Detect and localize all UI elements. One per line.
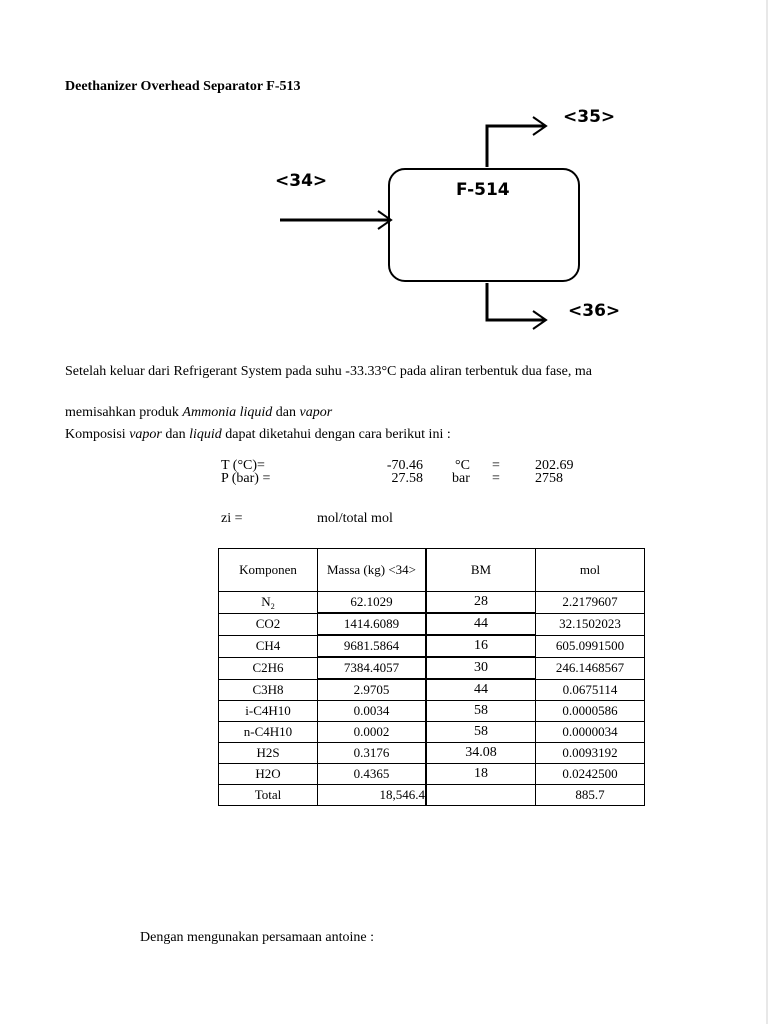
cell-massa: 9681.5864 (318, 635, 427, 657)
cell-massa: 0.0002 (318, 722, 427, 743)
cell-massa: 0.3176 (318, 743, 427, 764)
cell-komponen (219, 701, 318, 722)
komponen-text: i-C4H10 (245, 703, 291, 718)
cell-mol: 0.0000034 (536, 722, 645, 743)
top-outlet-arrow (487, 117, 546, 167)
cell-komponen (219, 722, 318, 743)
paragraph-line-2 (65, 405, 332, 421)
emphasis-text: vapor (299, 405, 333, 420)
inlet-stream-arrow (280, 211, 391, 229)
cell-komponen (219, 657, 318, 679)
cell-massa: 0.4365 (318, 764, 427, 785)
separator-diagram (0, 0, 768, 340)
cell-massa: 2.9705 (318, 679, 427, 701)
cell-massa: 1414.6089 (318, 613, 427, 635)
temperature-label: T (°C)= (221, 458, 265, 473)
cell-bm: 44 (426, 613, 536, 635)
cell-bm: 58 (426, 722, 536, 743)
table-row (219, 635, 645, 657)
header-komponen: Komponen (219, 549, 318, 592)
cell-total-label: Total (219, 785, 318, 806)
cell-komponen (219, 635, 318, 657)
paragraph-line-1: Setelah keluar dari Refrigerant System pada suhu -33.33°C pada aliran terbentuk dua fase, ma (65, 364, 592, 379)
cell-mol: 0.0675114 (536, 679, 645, 701)
stream-top-label: <35> (563, 107, 616, 127)
pressure-unit: bar (452, 471, 470, 486)
pressure-equals: = (492, 471, 500, 486)
table-row (219, 722, 645, 743)
cell-mol: 246.1468567 (536, 657, 645, 679)
header-mol: mol (536, 549, 645, 592)
temperature-converted: 202.69 (535, 458, 574, 473)
cell-bm: 44 (426, 679, 536, 701)
cell-total-mol: 885.7 (536, 785, 645, 806)
cell-komponen (219, 743, 318, 764)
table-row (219, 743, 645, 764)
cell-bm: 30 (426, 657, 536, 679)
paragraph-line-3 (65, 427, 451, 443)
document-heading: Deethanizer Overhead Separator F-513 (65, 79, 301, 94)
text-fragment: dan (272, 405, 300, 420)
cell-massa: 7384.4057 (318, 657, 427, 679)
cell-komponen (219, 613, 318, 635)
cell-komponen (219, 764, 318, 785)
table-row (219, 679, 645, 701)
cell-mol: 2.2179607 (536, 592, 645, 614)
cell-mol: 32.1502023 (536, 613, 645, 635)
komponen-text: CO2 (255, 616, 281, 631)
temperature-value: -70.46 (386, 458, 423, 473)
cell-bm: 18 (426, 764, 536, 785)
header-massa: Massa (kg) <34> (318, 549, 427, 592)
cell-mol: 0.0242500 (536, 764, 645, 785)
cell-mol: 605.0991500 (536, 635, 645, 657)
cell-komponen (219, 679, 318, 701)
text-fragment: dapat diketahui dengan cara berikut ini : (221, 427, 451, 442)
cell-massa: 0.0034 (318, 701, 427, 722)
komponen-subscript: 2 (270, 601, 275, 611)
cell-total-massa: 18,546.4 (318, 785, 427, 806)
text-fragment: Komposisi (65, 427, 130, 442)
zi-label: zi = (221, 511, 243, 526)
cell-bm: 58 (426, 701, 536, 722)
table-row (219, 613, 645, 635)
table-row (219, 764, 645, 785)
stream-in-label: <34> (275, 171, 328, 191)
pressure-converted: 2758 (535, 471, 563, 486)
zi-formula: mol/total mol (317, 511, 393, 526)
antoine-intro: Dengan mengunakan persamaan antoine : (140, 930, 375, 945)
table-row (219, 701, 645, 722)
vessel-label: F-514 (456, 180, 510, 200)
composition-table-wrapper (218, 548, 645, 806)
temperature-unit: °C (455, 458, 470, 473)
pressure-value: 27.58 (391, 471, 423, 486)
emphasis-text: Ammonia liquid (182, 405, 273, 420)
table-header-row (219, 549, 645, 592)
cell-mol: 0.0000586 (536, 701, 645, 722)
table-row (219, 592, 645, 614)
table-total-row (219, 785, 645, 806)
komponen-text: N (261, 593, 271, 609)
table-body (219, 592, 645, 806)
cell-bm: 28 (426, 592, 536, 614)
komponen-text: H2O (255, 766, 281, 781)
cell-mol: 0.0093192 (536, 743, 645, 764)
cell-massa: 62.1029 (318, 592, 427, 614)
cell-komponen (219, 592, 318, 614)
emphasis-text: vapor (129, 427, 162, 442)
cell-bm: 34.08 (426, 743, 536, 764)
komponen-text: H2S (256, 745, 280, 760)
temperature-equals: = (492, 458, 500, 473)
table-row (219, 657, 645, 679)
stream-bottom-label: <36> (568, 301, 621, 321)
text-fragment: dan (161, 427, 190, 442)
komponen-text: CH4 (255, 638, 281, 653)
cell-bm: 16 (426, 635, 536, 657)
pressure-label: P (bar) = (221, 471, 271, 486)
komponen-text: n-C4H10 (243, 724, 293, 739)
header-bm: BM (426, 549, 536, 592)
cell-total-bm (426, 785, 536, 806)
emphasis-text: liquid (189, 427, 222, 442)
bottom-outlet-arrow (487, 283, 546, 329)
komponen-text: C3H8 (252, 681, 284, 697)
composition-table (218, 548, 645, 806)
text-fragment: memisahkan produk (65, 405, 183, 420)
komponen-text: C2H6 (252, 660, 284, 675)
